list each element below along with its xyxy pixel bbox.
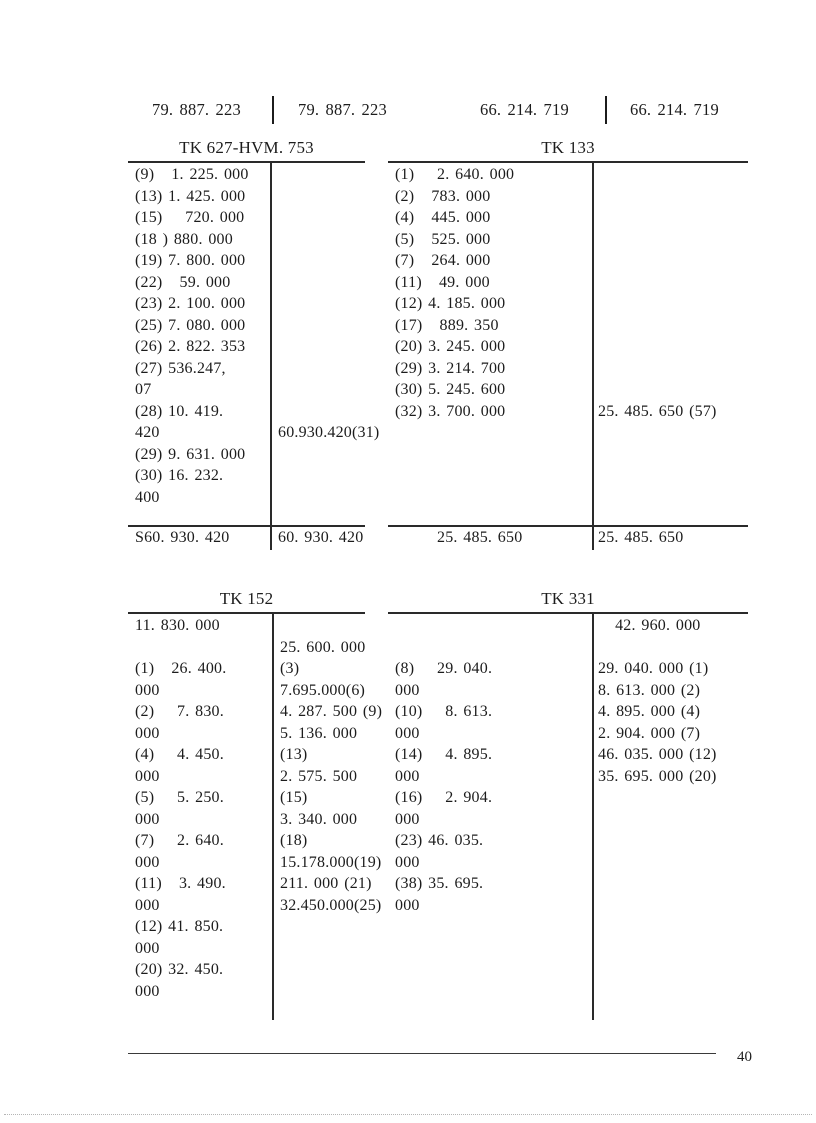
debit-cell: (29) 9. 631. 000 [135, 445, 246, 463]
debit-cell: (23) 46. 035. [395, 832, 484, 849]
credit-cell: 15.178.000(19) [280, 853, 382, 871]
ledger-row [128, 787, 365, 809]
header-rule [128, 612, 365, 614]
ledger-rows [388, 164, 748, 422]
ledger-row [128, 852, 382, 874]
debit-cell: (20) 3. 245. 000 [395, 338, 506, 355]
ledger-row [388, 723, 748, 745]
ledger-row [128, 658, 365, 680]
debit-cell: (4) 445. 000 [395, 209, 491, 226]
ledger-row [128, 336, 365, 358]
account-title: TK 627-HVM. 753 [179, 138, 314, 157]
debit-cell: (2) 783. 000 [395, 187, 491, 205]
ledger-row [388, 615, 748, 637]
ledger-row [388, 895, 748, 917]
ledger-row [128, 766, 365, 788]
debit-cell: 000 [395, 724, 420, 742]
credit-cell: 46. 035. 000 (12) [598, 746, 717, 763]
credit-cell: (3) [280, 660, 300, 677]
ledger-row [388, 873, 748, 895]
credit-cell: (13) [280, 746, 308, 763]
credit-cell: 3. 340. 000 [280, 810, 358, 828]
ledger-row [388, 293, 748, 315]
account-tk133 [388, 138, 748, 555]
credit-cell: 8. 613. 000 (2) [598, 681, 701, 699]
debit-cell: (1) 26. 400. [135, 660, 227, 677]
account-title: TK 152 [219, 589, 274, 608]
credit-cell: 211. 000 (21) [280, 875, 372, 892]
debit-cell: (15) 720. 000 [135, 209, 245, 226]
ledger-row [128, 981, 365, 1003]
credit-cell: 32.450.000(25) [280, 896, 382, 914]
debit-cell: (22) 59. 000 [135, 273, 231, 291]
debit-cell: (8) 29. 040. [395, 660, 493, 677]
credit-cell: (15) [280, 789, 308, 806]
ledger-row [388, 315, 748, 337]
debit-cell: (10) 8. 613. [395, 703, 493, 720]
credit-cell: 60.930.420(31) [278, 424, 380, 441]
debit-cell: (18 ) 880. 000 [135, 230, 233, 248]
debit-cell: (20) 32. 450. [135, 961, 224, 978]
ledger-row [128, 164, 365, 186]
ledger-row [128, 830, 365, 852]
debit-cell: 000 [135, 810, 160, 828]
ledger-row [388, 658, 748, 680]
ledger-row [128, 293, 365, 315]
ledger-row [388, 680, 748, 702]
ledger-row [388, 637, 748, 659]
debit-cell: (11) 3. 490. [135, 875, 226, 892]
header-rule [388, 612, 748, 614]
header-rule [388, 161, 748, 163]
debit-cell: 400 [135, 488, 160, 506]
ledger-row [128, 186, 365, 208]
ledger-row [388, 787, 748, 809]
credit-cell: 5. 136. 000 [280, 724, 358, 742]
ledger-row [128, 916, 365, 938]
ledger-row [388, 164, 748, 186]
balance-left-debit: 79. 887. 223 [152, 100, 241, 119]
debit-cell: 000 [135, 896, 160, 914]
ledger-row [388, 701, 748, 723]
ledger-row [388, 830, 748, 852]
totals-row [128, 527, 365, 549]
debit-cell: 000 [135, 724, 160, 742]
totals-credit: 25. 485. 650 [598, 529, 684, 546]
debit-cell: 000 [135, 982, 160, 1000]
debit-cell: (9) 1. 225. 000 [135, 166, 249, 183]
credit-cell: 35. 695. 000 (20) [598, 767, 717, 785]
credit-cell: 7.695.000(6) [280, 681, 366, 699]
debit-cell: (32) 3. 700. 000 [395, 402, 506, 420]
ledger-row [388, 272, 748, 294]
ledger-row [128, 744, 365, 766]
ledger-row [128, 487, 365, 509]
credit-cell: (18) [280, 832, 308, 849]
debit-cell: (12) 4. 185. 000 [395, 295, 506, 312]
debit-cell: (38) 35. 695. [395, 875, 484, 892]
ledger-rows [128, 164, 380, 508]
ledger-rows [388, 615, 748, 916]
debit-cell: (17) 889. 350 [395, 316, 499, 334]
ledger-row [388, 186, 748, 208]
ledger-row [128, 723, 365, 745]
debit-cell: (11) 49. 000 [395, 273, 490, 291]
debit-cell: 07 [135, 381, 152, 398]
balance-right-debit: 66. 214. 719 [480, 100, 569, 119]
credit-cell: 2. 575. 500 [280, 767, 358, 785]
ledger-row [128, 465, 365, 487]
debit-cell: 000 [135, 681, 160, 699]
debit-cell: 000 [395, 810, 420, 828]
credit-cell: 29. 040. 000 (1) [598, 660, 709, 677]
account-title: TK 133 [541, 138, 595, 157]
debit-cell: (1) 2. 640. 000 [395, 166, 515, 183]
debit-cell: (23) 2. 100. 000 [135, 295, 246, 312]
ledger-row [128, 959, 365, 981]
totals-debit: S60. 930. 420 [135, 529, 230, 546]
ledger-row [128, 315, 365, 337]
debit-cell: 000 [395, 896, 420, 914]
bottom-dotted-border [4, 1114, 812, 1115]
ledger-row [128, 379, 365, 401]
credit-cell: 25. 485. 650 (57) [598, 402, 717, 420]
ledger-row [128, 229, 365, 251]
ledger-row [388, 766, 748, 788]
ledger-rows [128, 615, 383, 1002]
ledger-row [128, 809, 365, 831]
ledger-row [388, 744, 748, 766]
ledger-row [388, 207, 748, 229]
footer-rule [128, 1053, 716, 1054]
ledger-row [388, 379, 748, 401]
page-number: 40 [737, 1049, 752, 1065]
debit-cell: 420 [135, 424, 160, 441]
debit-cell: (30) 5. 245. 600 [395, 381, 506, 398]
account-title: TK 331 [541, 589, 595, 608]
ledger-row [128, 272, 365, 294]
ledger-row [128, 637, 365, 659]
ledger-row [128, 422, 380, 444]
debit-cell: (26) 2. 822. 353 [135, 338, 246, 355]
debit-cell: (4) 4. 450. [135, 746, 224, 763]
credit-cell: 2. 904. 000 (7) [598, 724, 701, 742]
debit-cell: (12) 41. 850. [135, 918, 224, 935]
balance-divider-line [272, 96, 274, 124]
account-tk627 [128, 138, 380, 555]
balance-right-credit: 66. 214. 719 [630, 100, 719, 119]
debit-cell: (5) 525. 000 [395, 230, 491, 248]
debit-cell: 11. 830. 000 [135, 617, 220, 634]
ledger-row [128, 680, 365, 702]
debit-cell: (25) 7. 080. 000 [135, 316, 246, 334]
debit-cell: (7) 264. 000 [395, 252, 491, 269]
debit-cell: (5) 5. 250. [135, 789, 224, 806]
ledger-row [388, 250, 748, 272]
debit-cell: 000 [135, 853, 160, 871]
debit-cell: 000 [135, 767, 160, 785]
ledger-row [128, 207, 365, 229]
ledger-row [128, 615, 365, 637]
ledger-row [128, 873, 372, 895]
ledger-row [128, 895, 382, 917]
ledger-row [128, 938, 365, 960]
ledger-row [388, 358, 748, 380]
totals-credit: 60. 930. 420 [278, 529, 364, 546]
debit-cell: 000 [395, 767, 420, 785]
ledger-row [388, 229, 748, 251]
totals-debit: 25. 485. 650 [437, 529, 523, 546]
debit-cell: 000 [395, 681, 420, 699]
ledger-row [128, 701, 383, 723]
account-tk331 [388, 589, 748, 1025]
ledger-row [388, 401, 748, 423]
ledger-row [388, 852, 748, 874]
debit-cell: 000 [135, 939, 160, 957]
credit-cell: 42. 960. 000 [598, 617, 701, 634]
debit-cell: 000 [395, 853, 420, 871]
ledger-row [128, 358, 365, 380]
account-tk152 [128, 589, 383, 1025]
debit-cell: (19) 7. 800. 000 [135, 252, 246, 269]
debit-cell: (29) 3. 214. 700 [395, 359, 506, 377]
debit-cell: (2) 7. 830. [135, 703, 224, 720]
balance-left-credit: 79. 887. 223 [298, 100, 387, 119]
debit-cell: (30) 16. 232. [135, 467, 224, 484]
credit-cell: 4. 287. 500 (9) [280, 703, 383, 720]
totals-row [388, 527, 748, 549]
debit-cell: (13) 1. 425. 000 [135, 187, 246, 205]
balance-divider-line [605, 96, 607, 124]
credit-cell: 25. 600. 000 [280, 638, 366, 656]
ledger-row [388, 336, 748, 358]
ledger-row [388, 809, 748, 831]
header-rule [128, 161, 365, 163]
ledger-row [128, 250, 365, 272]
credit-cell: 4. 895. 000 (4) [598, 703, 701, 720]
debit-cell: (27) 536.247, [135, 359, 226, 377]
debit-cell: (14) 4. 895. [395, 746, 493, 763]
debit-cell: (7) 2. 640. [135, 832, 224, 849]
ledger-row [128, 444, 365, 466]
debit-cell: (28) 10. 419. [135, 402, 224, 420]
ledger-row [128, 401, 365, 423]
debit-cell: (16) 2. 904. [395, 789, 493, 806]
